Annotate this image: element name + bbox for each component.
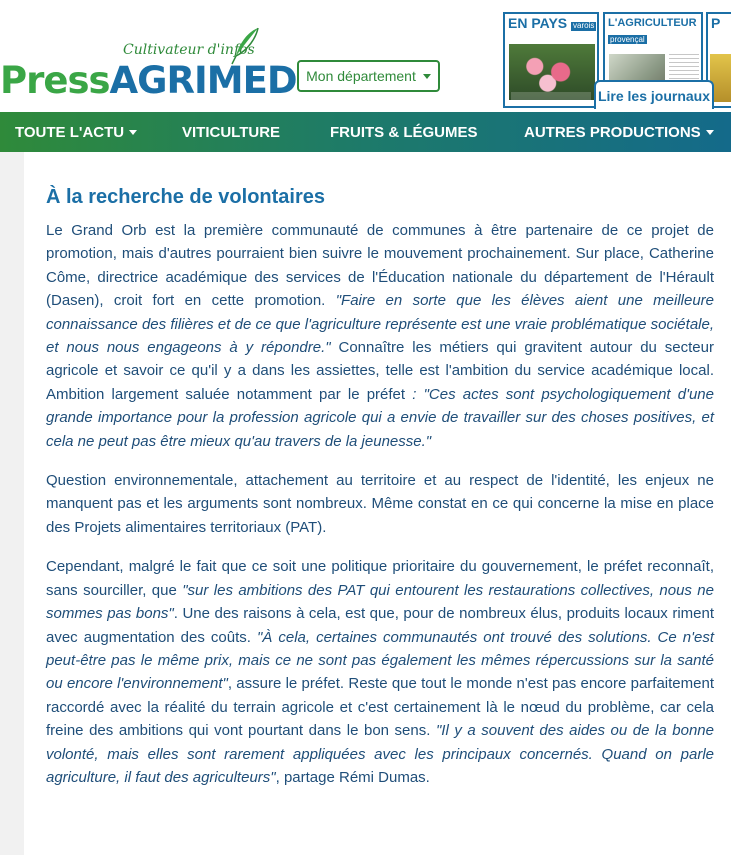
cover-headline-strip <box>511 92 591 100</box>
chevron-down-icon <box>423 74 431 79</box>
paragraph-text: Connaître les métiers qui gravitent autour du secteur agricole et savoir ce qu'il y a dans les assiettes, telle est l'ambition du service académique local. Ambition largement saluée notamment par le préfet <box>46 339 714 403</box>
nav-item-label: VITICULTURE <box>182 123 281 141</box>
article-paragraph: Question environnementale, attachement au territoire et au respect de l'identité, les enjeux ne manquent pas et les arguments sont nombreux. Même constat en ce qui concerne la mise en place des Projets alimentaires territoriaux (PAT). <box>46 472 714 536</box>
brand-agrimed: AGRIMED <box>109 59 297 102</box>
journal-title: EN PAYS <box>508 15 568 31</box>
logo-tagline: Cultivateur d'infos <box>123 42 255 58</box>
brand-press: Press <box>0 59 110 102</box>
department-button-label: Mon département <box>306 68 416 84</box>
journal-subtitle: provençal <box>610 35 645 44</box>
quote-text: "À cela, certaines communautés ont trouvé des solutions. Ce n'est peut-être pas le même prix, mais ce ne sont pas également les mêmes répercussions sur la santé ou encore l'environnement" <box>46 628 714 693</box>
paragraph-text: . Une des raisons à cela, est que, pour de nombreux élus, produits locaux riment avec augmentation des coûts. <box>46 605 715 646</box>
article-section-heading: À la recherche de volontaires <box>46 186 326 208</box>
main-navigation <box>0 112 731 152</box>
department-dropdown-button[interactable] <box>297 60 440 92</box>
paragraph-text: , partage Rémi Dumas. <box>275 768 430 786</box>
journal-title: L'AGRICULTEUR <box>608 17 697 29</box>
nav-item-label: FRUITS & LÉGUMES <box>330 123 478 141</box>
chevron-down-icon <box>706 130 714 135</box>
article-body <box>24 152 731 855</box>
paragraph-text: Cependant, malgré le fait que ce soit une politique prioritaire du gouvernement, le préfet reconnaît, sans sourciller, que <box>46 558 714 599</box>
journal-cover-en-pays-varois[interactable] <box>503 12 599 108</box>
quote-text: "Il y a souvent des aides ou de la bonne volonté, mais elles sont rarement appliquées avec les principaux concernés. Quand on parle agriculture, il faut des agriculteurs" <box>46 722 714 786</box>
article-paragraph <box>46 219 714 453</box>
paragraph-text: , assure le préfet. Reste que tout le monde n'est pas encore parfaitement raccordé avec la réalité du terrain agricole et c'est certainement là le nœud du problème, car cela freine des ambitions qui vont pourtant dans le bon sens. <box>46 675 714 740</box>
content-background <box>0 152 731 855</box>
journal-title: P <box>711 15 721 31</box>
paragraph-text: Le Grand Orb est la première communauté de communes à être partenaire de ce projet de promotion, mais d'autres pourraient bien suivre le mouvement prochainement. Sur place, Catherine Côme, directrice académique des services de l'Éducation nationale du département de l'Hérault (Dasen), croit fort en cette promotion. <box>46 222 714 310</box>
nav-item-label: AUTRES PRODUCTIONS <box>524 123 701 141</box>
quote-text: "Faire en sorte que les élèves aient une meilleure connaissance des filières et de ce que l'agriculture représente est une vraie problématique sociétale, et nous nous engageons à y répondre." <box>46 292 715 357</box>
nav-item-fruits-legumes[interactable] <box>330 112 478 152</box>
quote-text: "sur les ambitions des PAT qui entourent les restaurations collectives, nous ne sommes pas bons" <box>46 581 714 623</box>
brand-wordmark <box>0 59 297 102</box>
article-paragraph <box>46 555 714 789</box>
site-header <box>0 0 731 112</box>
nav-item-toute-lactu[interactable] <box>15 112 137 152</box>
quote-text: : "Ces actes sont psychologiquement d'une grande importance pour la profession agricole qui a envie de travailler sur des choses positives, et cela ne peut pas être mieux qu'au travers de la jeunesse." <box>46 385 714 450</box>
journal-subtitle: varois <box>573 21 595 30</box>
nav-item-autres-productions[interactable] <box>524 112 714 152</box>
chevron-down-icon <box>129 130 137 135</box>
read-journals-tab[interactable]: Lire les journaux <box>594 80 714 109</box>
nav-item-viticulture[interactable] <box>182 112 280 152</box>
site-logo[interactable] <box>0 12 297 102</box>
nav-item-label: TOUTE L'ACTU <box>15 123 125 141</box>
